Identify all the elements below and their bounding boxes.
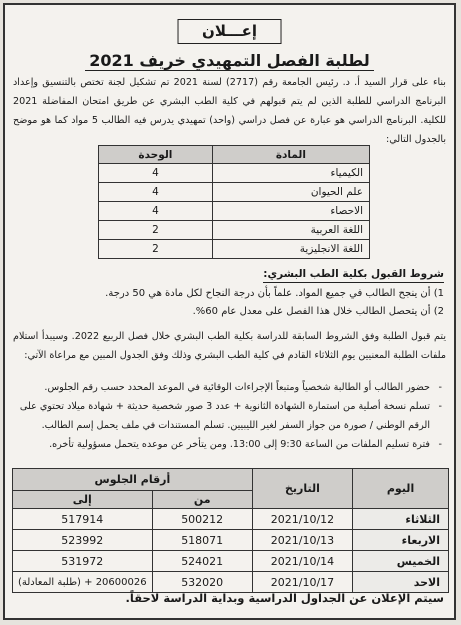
- schedule-day: الثلاثاء: [353, 509, 449, 530]
- admission-heading: شروط القبول بكلية الطب البشري:: [263, 267, 444, 283]
- subject-name: الاحصاء: [212, 202, 369, 221]
- announcement-title: إعـــلان: [177, 19, 282, 44]
- subject-name: الكيمياء: [212, 164, 369, 183]
- subject-name: اللغة الانجليزية: [212, 240, 369, 259]
- day-column-header: اليوم: [353, 469, 449, 509]
- subject-units: 2: [99, 221, 213, 240]
- to-column-header: إلى: [13, 491, 153, 509]
- seat-to: 517914: [13, 509, 153, 530]
- subject-name: اللغة العربية: [212, 221, 369, 240]
- instruction-item: - حضور الطالب أو الطالبة شخصياً ومتبعاً الإجراءات الوقائية في الموعد المحدد حسب رقم الجلوس.: [13, 378, 444, 397]
- seat-to: 531972: [13, 551, 153, 572]
- subject-row: [99, 240, 370, 259]
- schedule-date: 2021/10/14: [252, 551, 352, 572]
- footer-note: سيتم الإعلان عن الجداول الدراسية وبداية الدراسة لاحقاً.: [125, 591, 444, 605]
- seat-from: 500212: [152, 509, 252, 530]
- schedule-table: [12, 468, 449, 593]
- subject-units: 4: [99, 202, 213, 221]
- schedule-date: 2021/10/13: [252, 530, 352, 551]
- instructions-list: [13, 378, 444, 454]
- subject-row: [99, 164, 370, 183]
- units-column-header: الوحدة: [99, 146, 213, 164]
- subject-name: علم الحيوان: [212, 183, 369, 202]
- instruction-item: - تسلم نسخة أصلية من استمارة الشهادة الثانوية + عدد 3 صور شخصية حديثة + شهادة ميلاد تحتوي على الرقم الوطني / صورة من جواز السفر لغير الليبيين. تسلم المستندات في ملف يحمل إسم الطالب.: [13, 397, 444, 435]
- schedule-day: الاربعاء: [353, 530, 449, 551]
- announcement-page: [3, 3, 456, 620]
- schedule-row: [13, 530, 449, 551]
- acceptance-paragraph: يتم قبول الطلبة وفق الشروط السابقة للدراسة بكلية الطب البشري خلال فصل الربيع 2022. وسيبدأ استلام ملفات الطلبة المعنيين يوم الثلاثاء القادم في كلية الطب البشري وذلك وفق الجدول المبين مع مراعاة الآتي:: [13, 331, 446, 361]
- seat-from: 524021: [152, 551, 252, 572]
- seat-from: 518071: [152, 530, 252, 551]
- subject-row: [99, 183, 370, 202]
- date-column-header: التاريخ: [252, 469, 352, 509]
- subjects-table: [98, 145, 370, 259]
- subjects-header-row: [99, 146, 370, 164]
- schedule-header-row: [13, 469, 449, 491]
- admission-condition: 1) أن ينجح الطالب في جميع المواد. علماً بأن درجة النجاح لكل مادة هي 50 درجة.: [105, 288, 444, 299]
- subtitle-text: لطلبة الفصل التمهيدي خريف 2021: [85, 51, 374, 71]
- subject-units: 2: [99, 240, 213, 259]
- subject-row: [99, 221, 370, 240]
- seat-to: 523992: [13, 530, 153, 551]
- seat-numbers-header: أرقام الجلوس: [13, 469, 253, 491]
- admission-condition: 2) أن يتحصل الطالب خلال هذا الفصل على معدل عام 60%.: [192, 306, 444, 317]
- subject-units: 4: [99, 183, 213, 202]
- instruction-item: - فترة تسليم الملفات من الساعة 9:30 إلى 13:00. ومن يتأخر عن موعده يتحمل مسؤولية تأخره.: [13, 435, 444, 454]
- schedule-date: 2021/10/12: [252, 509, 352, 530]
- schedule-day: الاحد: [353, 572, 449, 593]
- schedule-date: 2021/10/17: [252, 572, 352, 593]
- seat-to: 20600026 + (طلبة المعادلة): [13, 572, 153, 593]
- subject-row: [99, 202, 370, 221]
- schedule-day: الخميس: [353, 551, 449, 572]
- from-column-header: من: [152, 491, 252, 509]
- intro-paragraph: بناء على قرار السيد أ. د. رئيس الجامعة رقم (2717) لسنة 2021 تم تشكيل لجنة تختص بالتنسيق وإعداد البرنامج الدراسي للطلبة الذين لم يتم قبولهم في كلية الطب البشري عن طريق امتحان المفاضلة 2021 للكلية. البرنامج الدراسي هو عبارة عن فصل دراسي (واحد) تمهيدي يدرس فيه الطالب 5 مواد كما هو موضح بالجدول التالي:: [13, 77, 446, 145]
- schedule-row: [13, 551, 449, 572]
- subject-column-header: المادة: [212, 146, 369, 164]
- schedule-row: [13, 572, 449, 593]
- schedule-row: [13, 509, 449, 530]
- announcement-subtitle: [5, 51, 454, 71]
- subject-units: 4: [99, 164, 213, 183]
- seat-from: 532020: [152, 572, 252, 593]
